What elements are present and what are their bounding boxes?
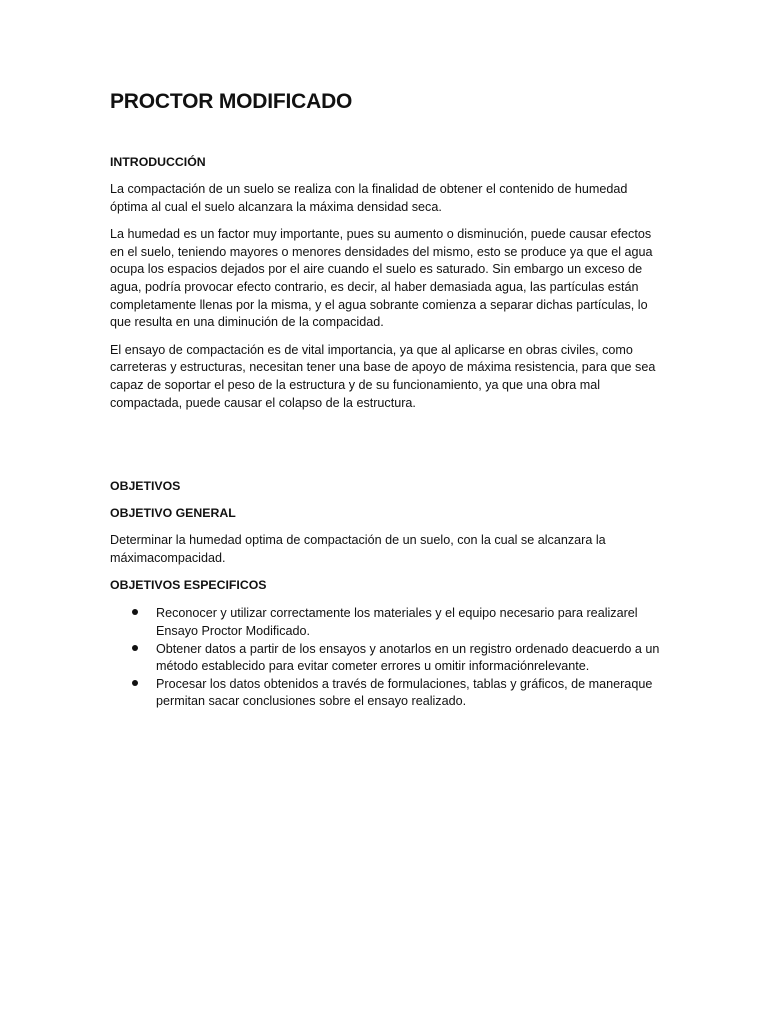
general-objective-text: Determinar la humedad optima de compactación de un suelo, con la cual se alcanzara la máximacompacidad. — [110, 533, 606, 565]
general-objective-heading: OBJETIVO GENERAL — [110, 506, 236, 521]
list-item — [110, 605, 662, 640]
document-body — [110, 88, 662, 711]
list-item-text: Reconocer y utilizar correctamente los materiales y el equipo necesario para realizarel Ensayo Proctor Modificado. — [156, 606, 638, 638]
bullet-icon — [132, 609, 138, 615]
list-item — [110, 676, 662, 711]
introduction-paragraph-1: La compactación de un suelo se realiza con la finalidad de obtener el contenido de humedad óptima al cual el suelo alcanzara la máxima densidad seca. — [110, 182, 628, 214]
list-item-text: Obtener datos a partir de los ensayos y anotarlos en un registro ordenado deacuerdo a un método establecido para evitar cometer errores u omitir informaciónrelevante. — [156, 641, 660, 674]
bullet-icon — [132, 645, 138, 651]
specific-objectives-heading: OBJETIVOS ESPECIFICOS — [110, 578, 267, 593]
introduction-heading: INTRODUCCIÓN — [110, 155, 206, 169]
objectives-heading: OBJETIVOS — [110, 479, 181, 494]
bullet-icon — [132, 680, 138, 686]
document-title: PROCTOR MODIFICADO — [110, 90, 353, 113]
introduction-paragraph-2: La humedad es un factor muy importante, pues su aumento o disminución, puede causar efectos en el suelo, teniendo mayores o menores densidades del mismo, esto se produce ya que el agua ocupa los espacios dejados por el aire cuando el suelo es saturado. Sin embargo un exceso de agua, podría provocar efecto contrario, es decir, al haber demasiada agua, las partículas están completamente llenas por la misma, y el agua sobrante comienza a separar dichas partículas, lo que resulta en una diminución de la compacidad. — [110, 227, 653, 330]
list-item — [110, 641, 662, 676]
introduction-paragraph-3: El ensayo de compactación es de vital importancia, ya que al aplicarse en obras civiles, como carreteras y estructuras, necesitan tener una base de apoyo de máxima resistencia, para que sea capaz de soportar el peso de la estructura y de su funcionamiento, ya que una obra mal compactada, puede causar el colapso de la estructura. — [110, 342, 656, 410]
specific-objectives-list — [110, 605, 662, 711]
list-item-text: Procesar los datos obtenidos a través de formulaciones, tablas y gráficos, de maneraque permitan sacar conclusiones sobre el ensayo realizado. — [156, 676, 653, 709]
